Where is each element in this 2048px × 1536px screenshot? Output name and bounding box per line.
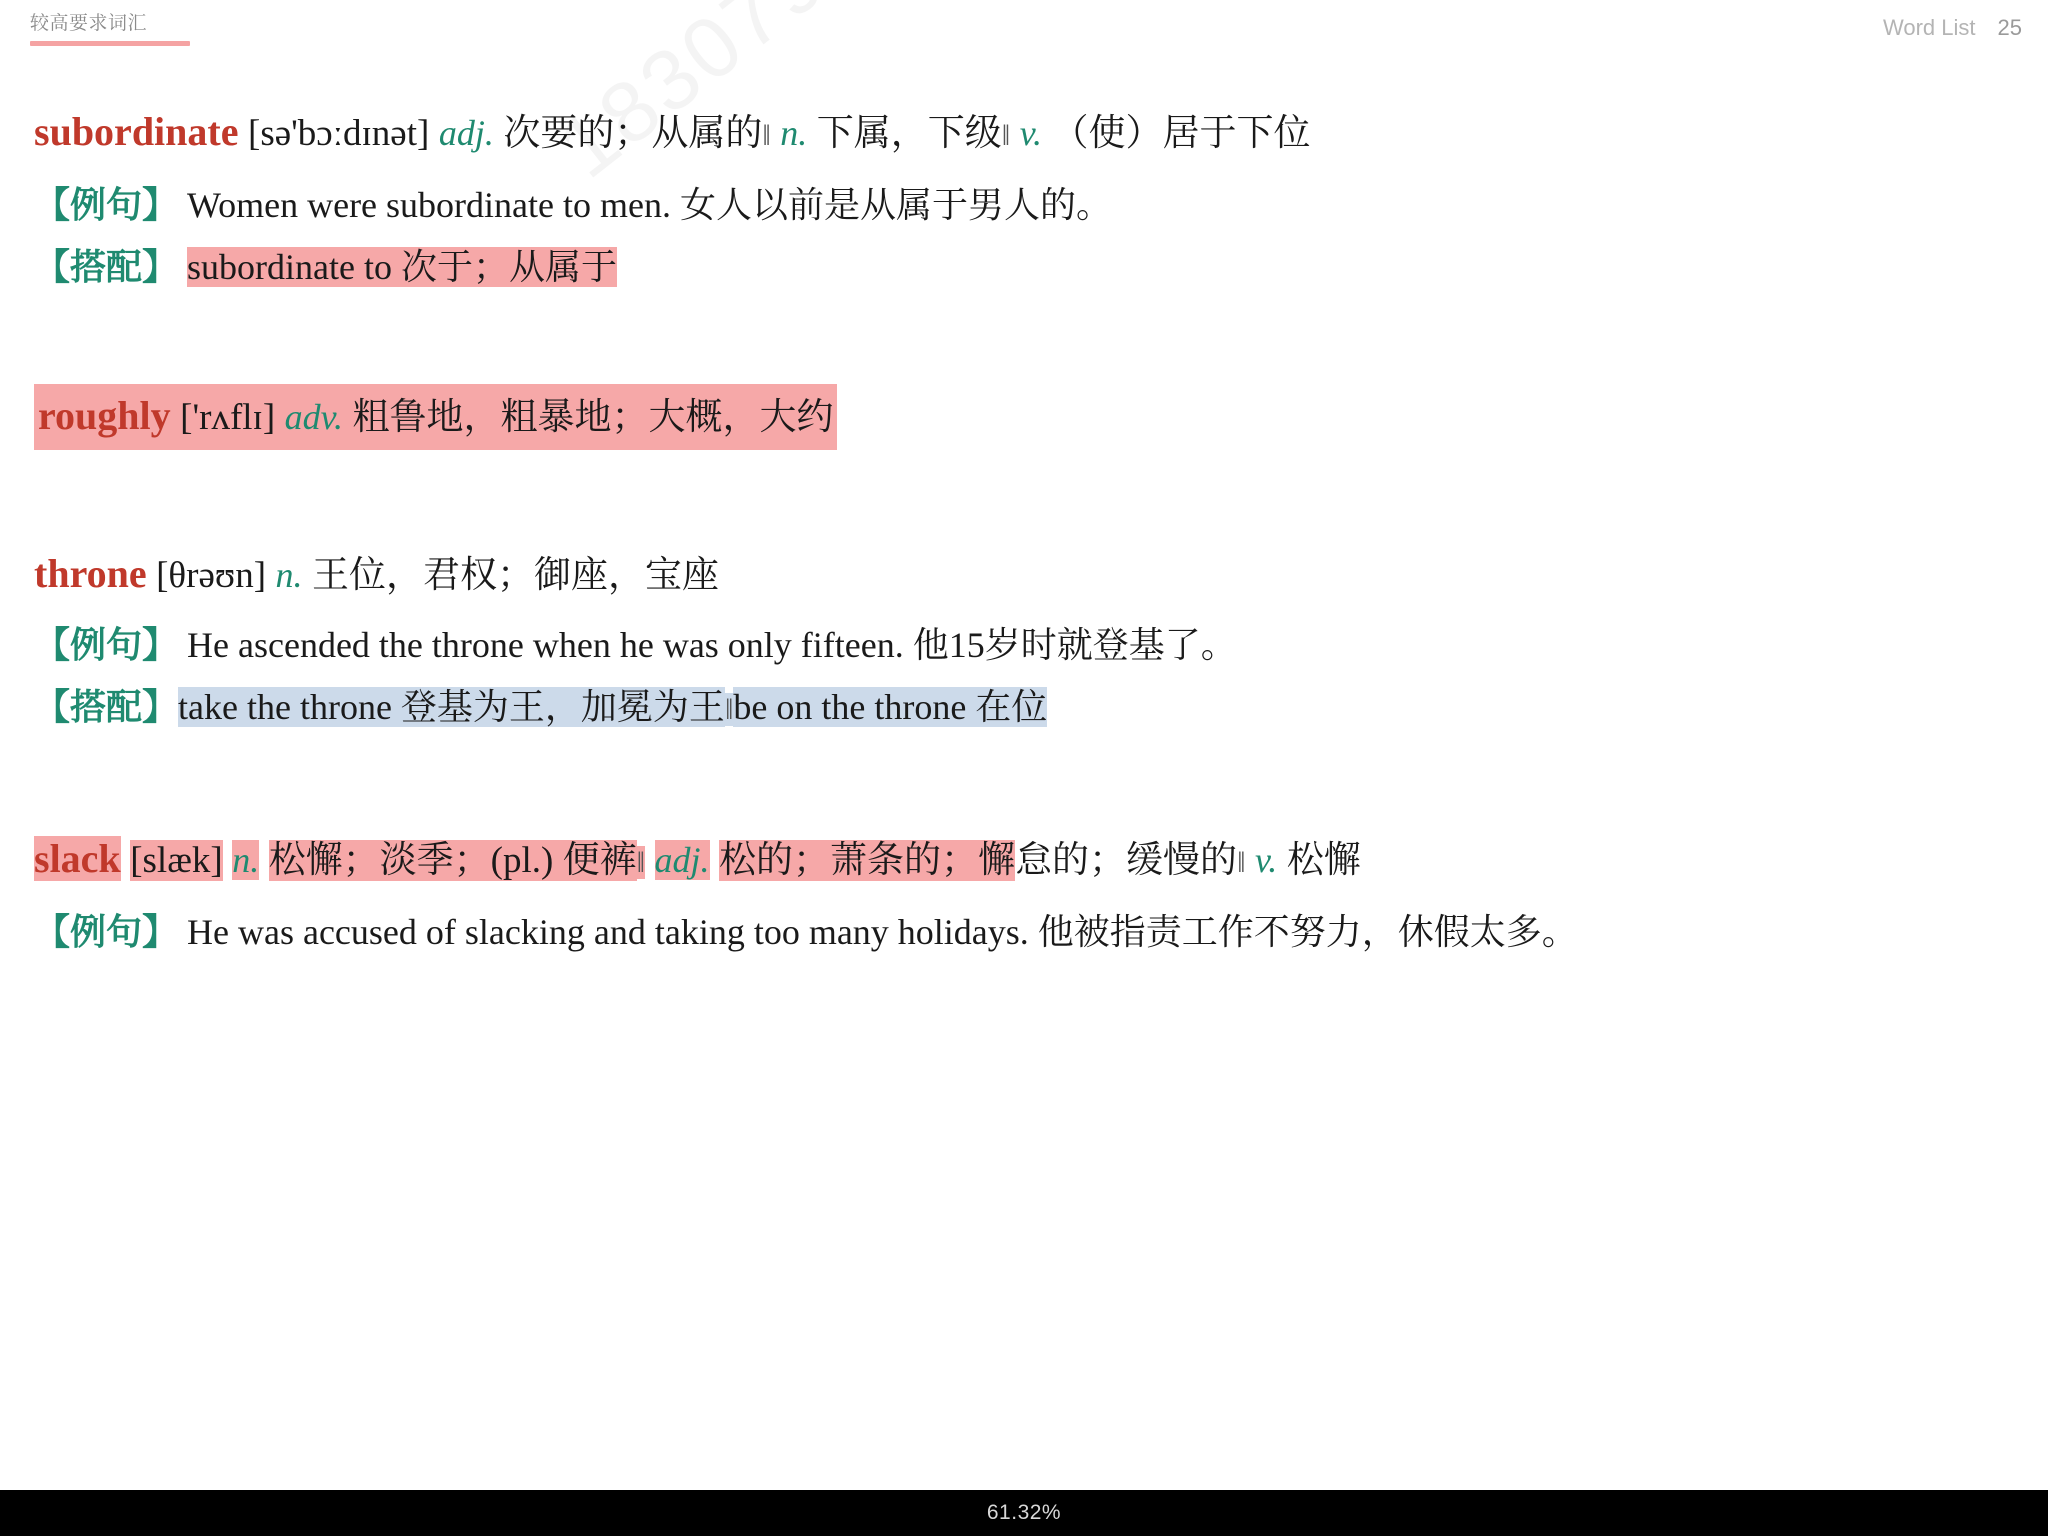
entry-def-2a: 松的；萧条的；懈 (719, 840, 1016, 881)
collocation-text-b: be on the throne 在位 (733, 687, 1048, 727)
entry-pos-3: v. (1255, 840, 1278, 880)
entry-sep-2: ‖ (1237, 846, 1246, 879)
example-text: He was accused of slacking and taking too many holidays. 他被指责工作不努力，休假太多。 (187, 912, 1578, 952)
word-entry-throne (34, 542, 2014, 741)
header-meta (1883, 15, 2022, 41)
example-tag: 【例句】 (34, 185, 179, 225)
word-entry-slack (34, 827, 2014, 963)
entry-phonetic: ['rʌflɪ] (180, 397, 276, 438)
entry-word: throne (34, 551, 147, 596)
collocation-separator: ‖ (724, 693, 734, 726)
example-tag: 【例句】 (34, 912, 179, 952)
example-text: Women were subordinate to men. 女人以前是从属于男人的。 (187, 185, 1112, 225)
collocation-tag: 【搭配】 (34, 687, 179, 727)
entry-collocation-line (34, 236, 2014, 298)
entry-spacer (34, 456, 2014, 542)
entry-def-1: 次要的；从属的 (503, 113, 763, 154)
entry-collocation-line (34, 676, 2014, 741)
entry-pos-3: v. (1019, 113, 1043, 153)
page-number: 25 (1997, 15, 2022, 40)
collocation-text: subordinate to 次于；从属于 (187, 247, 617, 287)
entry-pos-2: adj. (654, 840, 710, 880)
entry-example-line (34, 174, 2014, 236)
progress-bar[interactable] (0, 1490, 2048, 1536)
chapter-title: 较高要求词汇 (30, 12, 148, 34)
page-header (0, 0, 2048, 56)
collocation-tag: 【搭配】 (34, 247, 179, 287)
entry-def-1: 松懈；淡季；(pl.) 便裤 (268, 840, 637, 881)
entry-headline (34, 100, 2014, 168)
entry-def-3: （使）居于下位 (1051, 113, 1311, 154)
entry-word: roughly (38, 393, 171, 438)
entry-example-line (34, 901, 2014, 963)
example-tag: 【例句】 (34, 625, 179, 665)
entry-def-1: 王位，君权；御座，宝座 (312, 555, 720, 596)
entry-headline (34, 827, 2014, 895)
collocation-text-a: take the throne 登基为王，加冕为王 (178, 687, 725, 727)
entry-pos-1: n. (275, 555, 303, 595)
entry-spacer (34, 298, 2014, 384)
entry-example-line (34, 614, 2014, 676)
progress-percent: 61.32% (986, 1501, 1062, 1524)
entry-phonetic: [θrəʊn] (156, 555, 267, 596)
word-entry-roughly (34, 384, 2014, 456)
chapter-underline (30, 41, 190, 46)
entry-phonetic: [slæk] (130, 840, 223, 881)
entry-word: slack (34, 836, 121, 881)
entry-headline (34, 542, 2014, 608)
entry-pos-1: adj. (438, 113, 494, 153)
entry-pos-1: n. (232, 840, 260, 880)
entry-def-3: 松懈 (1286, 840, 1361, 881)
entry-headline (34, 384, 837, 450)
entry-def-1: 粗鲁地，粗暴地；大概，大约 (352, 397, 834, 438)
entry-def-2b: 怠的；缓慢的 (1015, 840, 1238, 881)
chapter-heading (30, 11, 190, 46)
entry-pos-1: adv. (284, 397, 343, 437)
entry-pos-2: n. (780, 113, 808, 153)
example-text: He ascended the throne when he was only fifteen. 他15岁时就登基了。 (187, 625, 1237, 665)
section-label: Word List (1883, 15, 1976, 40)
entry-phonetic: [sə'bɔːdɪnət] (248, 113, 430, 154)
entry-sep-1: ‖ (762, 119, 771, 152)
entry-word: subordinate (34, 109, 239, 154)
entry-sep-1: ‖ (636, 846, 646, 879)
entry-def-2: 下属，下级 (816, 113, 1002, 154)
word-list-content (0, 100, 2048, 1476)
entry-sep-2: ‖ (1001, 119, 1011, 152)
entry-spacer (34, 741, 2014, 827)
word-entry-subordinate (34, 100, 2014, 298)
